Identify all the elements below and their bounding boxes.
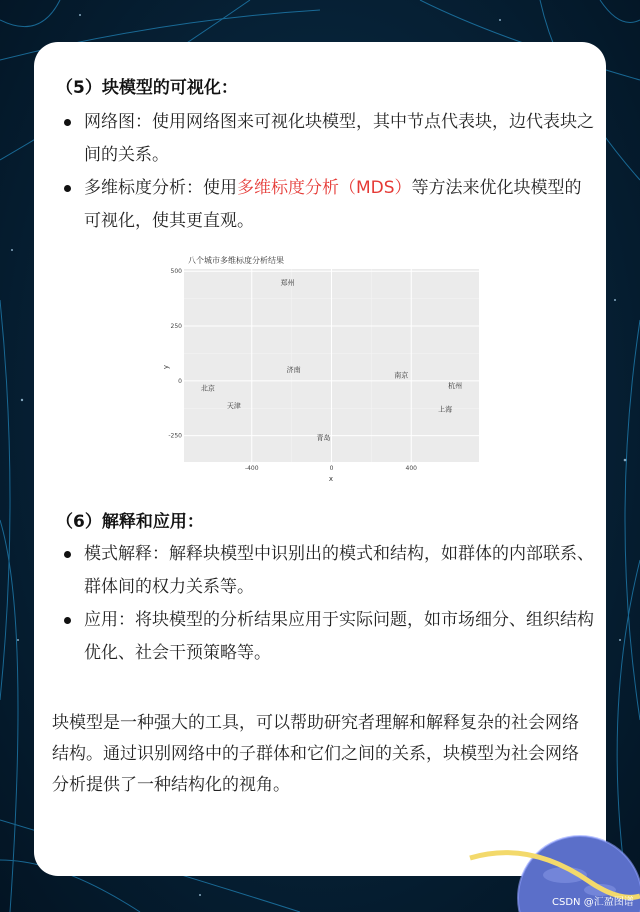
chart-title: 八个城市多维标度分析结果 [188,256,284,265]
section5-list [64,106,594,238]
x-axis-label: x [328,475,334,483]
summary-paragraph: 块模型是一种强大的工具，可以帮助研究者理解和解释复杂的社会网络结构。通过识别网络中的子群体和它们之间的关系，块模型为社会网络分析提供了一种结构化的视角。 [52,713,579,795]
point-label: 杭州 [448,382,463,391]
y-tick-label: -250 [168,432,182,440]
section5-title: （5）块模型的可视化： [56,78,238,98]
content-card [34,42,606,876]
y-tick-label: 0 [178,377,182,385]
section6-title: （6）解释和应用： [56,512,204,532]
mds-chart-svg [164,252,484,484]
point-label: 济南 [286,365,301,374]
point-label: 南京 [394,371,409,380]
list-item: 应用：将块模型的分析结果应用于实际问题，如市场细分、组织结构优化、社会干预策略等。 [64,604,594,670]
point-label: 青岛 [316,433,331,442]
point-label: 上海 [438,405,453,414]
list-item: 多维标度分析：使用多维标度分析（MDS）等方法来优化块模型的可视化，使其更直观。 [64,172,594,238]
y-tick-label: 500 [170,268,182,276]
x-tick-label: 0 [329,465,334,472]
x-tick-label: 400 [405,465,417,472]
y-tick-label: 250 [170,323,182,331]
list-item: 网络图：使用网络图来可视化块模型，其中节点代表块，边代表块之间的关系。 [64,106,594,172]
point-label: 北京 [200,384,215,393]
mds-highlight: 多维标度分析（MDS） [237,178,412,198]
y-axis-label: y [162,364,170,370]
point-label: 郑州 [280,279,295,288]
list-item: 模式解释：解释块模型中识别出的模式和结构，如群体的内部联系、群体间的权力关系等。 [64,538,594,604]
mds-chart [164,252,484,484]
x-tick-label: -400 [244,465,259,472]
point-label: 天津 [226,401,241,410]
footer-credit: CSDN @汇盈图谱 [552,897,634,908]
section6-list [64,538,594,670]
